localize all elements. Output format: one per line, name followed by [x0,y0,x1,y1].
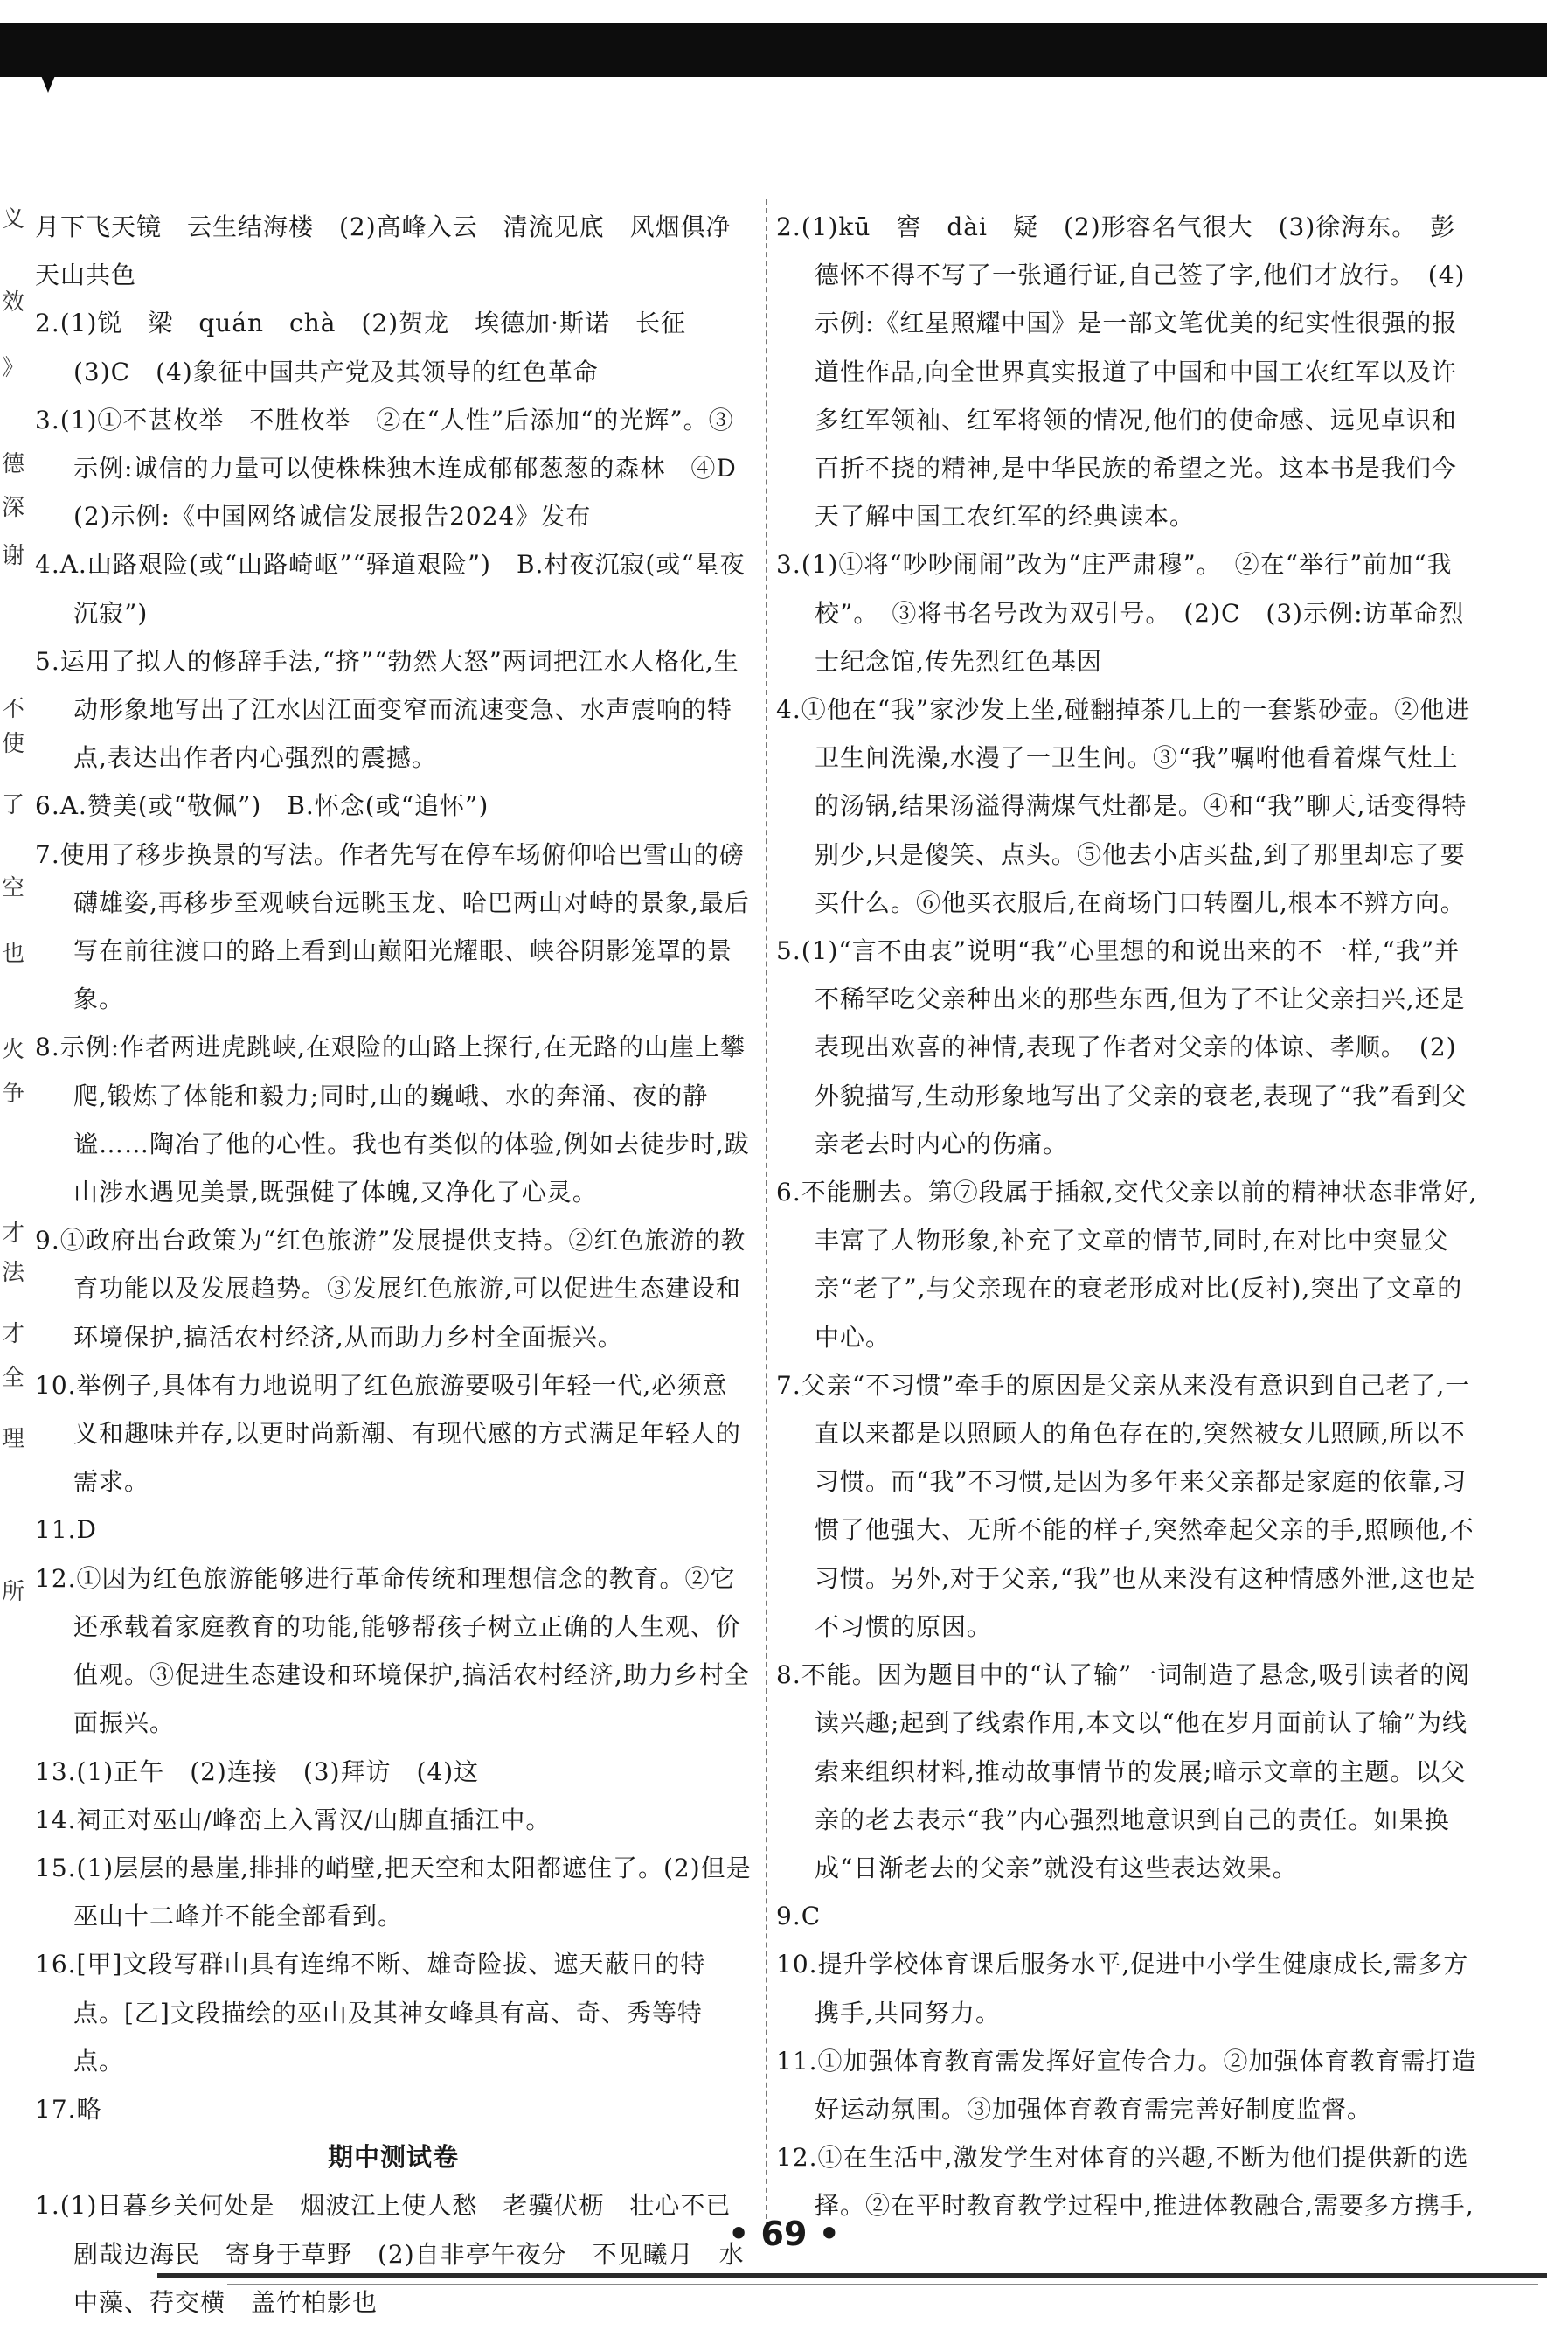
edge-fragment: 不 [2,696,25,722]
edge-fragment: 理 [2,1426,25,1452]
answer-item: 11.①加强体育教育需发挥好宣传合力。②加强体育教育需打造好运动氛围。③加强体育教育需完善好制度监督。 [776,2046,1477,2124]
bottom-rule [157,2273,1547,2278]
edge-fragment: 义 [2,206,25,233]
top-black-banner [0,23,1547,77]
edge-fragment: 才 [2,1321,25,1347]
answer-item: 3.(1)①将“吵吵闹闹”改为“庄严肃穆”。 ②在“举行”前加“我校”。 ③将书名号改为双引号。 (2)C (3)示例:访革命烈士纪念馆,传先烈红色基因 [776,550,1465,676]
answer-item: 16.[甲]文段写群山具有连绵不断、雄奇险拔、遮天蔽日的特点。[乙]文段描绘的巫山及其神女峰具有高、奇、秀等特点。 [35,1950,706,2076]
edge-fragment: 火 [2,1037,25,1063]
answer-item: 12.①因为红色旅游能够进行革命传统和理想信念的教育。②它还承载着家庭教育的功能,能够帮孩子树立正确的人生观、价值观。③促进生态建设和环境保护,搞活农村经济,助力乡村全面振兴。 [35,1563,750,1738]
answer-item: 7.使用了移步换景的写法。作者先写在停车场俯仰哈巴雪山的磅礴雄姿,再移步至观峡台远眺玉龙、哈巴两山对峙的景象,最后写在前往渡口的路上看到山巅阳光耀眼、峡谷阴影笼罩的景象。 [35,839,750,1014]
answer-item: 8.示例:作者两进虎跳峡,在艰险的山路上探行,在无路的山崖上攀爬,锻炼了体能和毅力;同时,山的巍峨、水的奔涌、夜的静谧……陶冶了他的心性。我也有类似的体验,例如去徒步时,跋山涉水遇见美景,既强健了体魄,又净化了心灵。 [35,1033,750,1207]
answer-item: 9.①政府出台政策为“红色旅游”发展提供支持。②红色旅游的教育功能以及发展趋势。③发展红色旅游,可以促进生态建设和环境保护,搞活农村经济,从而助力乡村全面振兴。 [35,1226,746,1352]
left-edge-fragments [0,184,25,1932]
edge-fragment: 使 [2,731,25,757]
answer-item: 12.①在生活中,激发学生对体育的兴趣,不断为他们提供新的选择。②在平时教育教学过程中,推进体教融合,需要多方携手, [776,2143,1474,2221]
answer-item: 14.祠正对巫山/峰峦上入霄汉/山脚直插江中。 [35,1805,552,1834]
answer-item: 15.(1)层层的悬崖,排排的峭壁,把天空和太阳都遮住了。(2)但是巫山十二峰并不能全部看到。 [35,1853,752,1931]
bottom-rule-thin [227,2284,1538,2285]
answer-item: 4.①他在“我”家沙发上坐,碰翻掉茶几上的一套紫砂壶。②他进卫生间洗澡,水漫了一卫生间。③“我”嘱咐他看着煤气灶上的汤锅,结果汤溢得满煤气灶都是。④和“我”聊天,话变得特别少,只是傻笑、点头。⑤他去小店买盐,到了那里却忘了要买什么。⑥他买衣服后,在商场门口转圈儿,根本不辨方向。 [776,695,1471,917]
edge-fragment: 法 [2,1260,25,1286]
edge-fragment: 争 [2,1081,25,1107]
answer-item: 1.(1)日暮乡关何处是 烟波江上使人愁 老骥伏枥 壮心不已 剧哉边海民 寄身于草野 (2)自非亭午夜分 不见曦月 水中藻、荇交横 盖竹柏影也 [35,2191,757,2317]
edge-fragment: 也 [2,941,25,967]
banner-notch [40,73,56,93]
left-answer-column [35,203,762,2327]
edge-fragment: 所 [2,1579,25,1605]
answer-item: 5.(1)“言不由衷”说明“我”心里想的和说出来的不一样,“我”并不稀罕吃父亲种出来的那些东西,但为了不让父亲扫兴,还是表现出欢喜的神情,表现了作者对父亲的体谅、孝顺。 (2)外貌描写,生动形象地写出了父亲的衰老,表现了“我”看到父亲老去时内心的伤痛。 [776,936,1467,1158]
page-number: • 69 • [728,2215,840,2253]
column-divider [766,199,767,2228]
answer-item: 10.提升学校体育课后服务水平,促进中小学生健康成长,需多方携手,共同努力。 [776,1950,1469,2028]
answer-item: 4.A.山路艰险(或“山路崎岖”“驿道艰险”) B.村夜沉寂(或“星夜沉寂”) [35,550,746,628]
answer-item: 2.(1)kū 窖 dài 疑 (2)形容名气很大 (3)徐海东。 彭德怀不得不写了一张通行证,自己签了字,他们才放行。 (4)示例:《红星照耀中国》是一部文笔优美的纪实性很强的报道性作品,向全世界真实报道了中国和中国工农红军以及许多红军领袖、红军将领的情况,他们的使命感、远见卓识和百折不挠的精神,是中华民族的希望之光。这本书是我们今天了解中国工农红军的经典读本。 [776,212,1466,532]
answer-item: 5.运用了拟人的修辞手法,“挤”“勃然大怒”两词把江水人格化,生动形象地写出了江水因江面变窄而流速变急、水声震响的特点,表达出作者内心强烈的震撼。 [35,646,739,773]
answer-item: 17.略 [35,2094,102,2124]
answer-item: 2.(1)锐 梁 quán chà (2)贺龙 埃德加·斯诺 长征 (3)C (4)象征中国共产党及其领导的红色革命 [35,309,712,386]
edge-fragment: 德 [2,451,25,477]
answer-item: 8.不能。因为题目中的“认了输”一词制造了悬念,吸引读者的阅读兴趣;起到了线索作用,本文以“他在岁月面前认了输”为线索来组织材料,推动故事情节的发展;暗示文章的主题。以父亲的老去表示“我”内心强烈地意识到自己的责任。如果换成“日渐老去的父亲”就没有这些表达效果。 [776,1660,1471,1882]
answer-item: 6.不能删去。第⑦段属于插叙,交代父亲以前的精神状态非常好,丰富了人物形象,补充了文章的情节,同时,在对比中突显父亲“老了”,与父亲现在的衰老形成对比(反衬),突出了文章的中心。 [776,1178,1478,1352]
edge-fragment: 空 [2,875,25,901]
edge-fragment: 全 [2,1365,25,1391]
answer-item: 月下飞天镜 云生结海楼 (2)高峰入云 清流见底 风烟俱净 天山共色 [35,212,757,290]
answer-item: 11.D [35,1515,97,1545]
section-title-midterm: 期中测试卷 [327,2142,459,2173]
answer-item: 6.A.赞美(或“敬佩”) B.怀念(或“追怀”) [35,791,489,821]
edge-fragment: 》 [2,355,25,381]
edge-fragment: 才 [2,1221,25,1247]
right-answer-column [776,203,1481,2230]
answer-item: 7.父亲“不习惯”牵手的原因是父亲从来没有意识到自己老了,一直以来都是以照顾人的角色存在的,突然被女儿照顾,所以不习惯。而“我”不习惯,是因为多年来父亲都是家庭的依靠,习惯了他强大、无所不能的样子,突然牵起父亲的手,照顾他,不习惯。另外,对于父亲,“我”也从来没有这种情感外泄,这也是不习惯的原因。 [776,1370,1476,1641]
answer-item: 9.C [776,1902,822,1931]
edge-fragment: 深 [2,495,25,521]
answer-item: 10.举例子,具体有力地说明了红色旅游要吸引年轻一代,必须意义和趣味并存,以更时尚新潮、有现代感的方式满足年轻人的需求。 [35,1370,741,1497]
edge-fragment: 了 [2,792,25,818]
answer-item: 3.(1)①不甚枚举 不胜枚举 ②在“人性”后添加“的光辉”。③示例:诚信的力量可以使株株独木连成郁郁葱葱的森林 ④D (2)示例:《中国网络诚信发展报告2024》发布 [35,405,762,532]
answer-item: 13.(1)正午 (2)连接 (3)拜访 (4)这 [35,1756,480,1786]
edge-fragment: 谢 [2,543,25,569]
edge-fragment: 效 [2,289,25,316]
